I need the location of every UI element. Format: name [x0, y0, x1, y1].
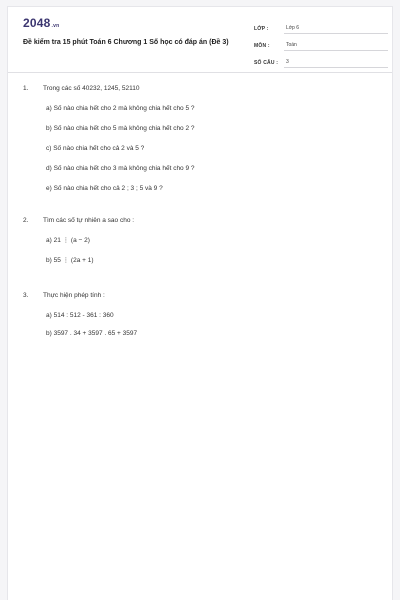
meta-row-count — [254, 53, 388, 68]
meta-class-value: Lớp 6 — [284, 25, 388, 34]
question-number: 3. — [23, 292, 29, 299]
question-text: Trong các số 40232, 1245, 52110 — [43, 85, 140, 92]
question-1 — [23, 84, 379, 192]
sub-question: d) Số nào chia hết cho 3 mà không chia hết cho 9 ? — [46, 165, 195, 172]
worksheet-page — [7, 6, 393, 600]
sub-question: b) 55 ⋮ (2a + 1) — [46, 257, 94, 264]
worksheet-meta — [254, 19, 388, 70]
meta-count-value: 3 — [284, 59, 388, 68]
site-logo[interactable] — [23, 17, 59, 32]
meta-subject-label: MÔN : — [254, 43, 270, 49]
question-1-head — [23, 84, 379, 93]
question-number: 2. — [23, 217, 29, 224]
question-text: Thực hiện phép tính : — [43, 292, 105, 299]
question-2-head — [23, 216, 379, 225]
meta-subject-value: Toán — [284, 42, 388, 51]
question-3-head — [23, 291, 379, 300]
question-text: Tìm các số tự nhiên a sao cho : — [43, 217, 135, 224]
question-3 — [23, 291, 379, 337]
worksheet-header — [8, 7, 392, 73]
question-number: 1. — [23, 85, 29, 92]
sub-question: a) 21 ⋮ (a − 2) — [46, 237, 90, 244]
meta-row-class — [254, 19, 388, 34]
meta-row-subject — [254, 36, 388, 51]
sub-question: a) 514 : 512 - 361 : 360 — [46, 312, 114, 319]
logo-tld: .vn — [51, 23, 60, 29]
meta-count-label: SỐ CÂU : — [254, 60, 279, 66]
meta-class-label: LỚP : — [254, 26, 269, 32]
sub-question: e) Số nào chia hết cho cả 2 ; 3 ; 5 và 9 ? — [46, 185, 163, 192]
sub-question: b) Số nào chia hết cho 5 mà không chia hết cho 2 ? — [46, 125, 195, 132]
logo-number: 2048 — [23, 16, 51, 30]
worksheet-title: Đề kiểm tra 15 phút Toán 6 Chương 1 Số học có đáp án (Đề 3) — [23, 39, 229, 46]
question-2 — [23, 216, 379, 264]
sub-question: b) 3597 . 34 + 3597 . 65 + 3597 — [46, 330, 138, 337]
sub-question: a) Số nào chia hết cho 2 mà không chia hết cho 5 ? — [46, 105, 195, 112]
sub-question: c) Số nào chia hết cho cả 2 và 5 ? — [46, 145, 145, 152]
